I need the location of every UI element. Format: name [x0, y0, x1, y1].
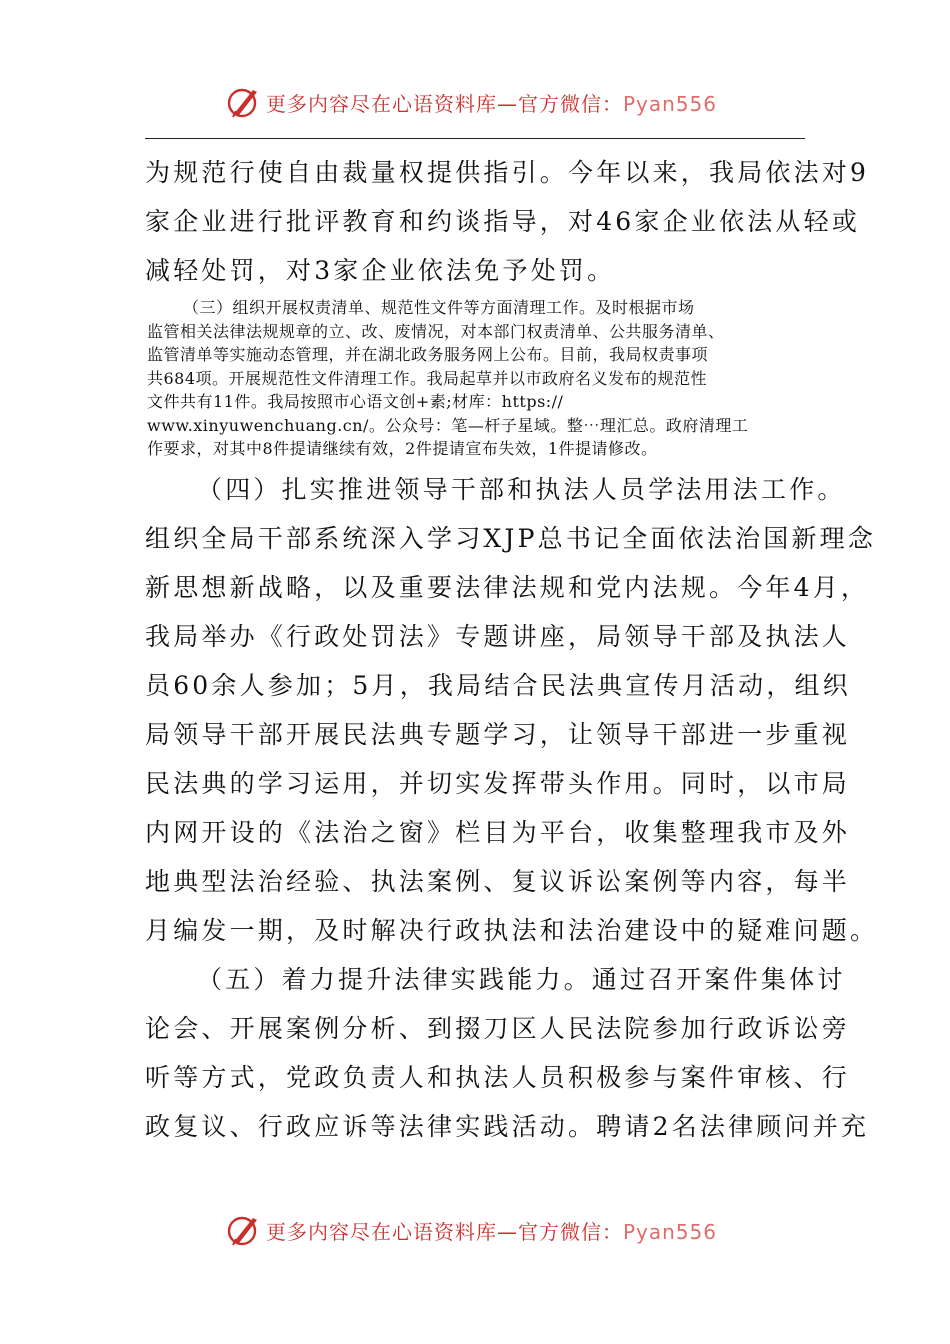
banner-contact: Pyan556: [623, 1220, 718, 1244]
text-line: 我局举办《行政处罚法》专题讲座，局领导干部及执法人: [145, 621, 851, 651]
header-banner: [0, 82, 950, 122]
banner-contact: Pyan556: [623, 92, 718, 116]
section-heading: （四）扎实推进领导干部和执法人员学法用法工作。: [197, 474, 846, 504]
text-line: 减轻处罚，对3家企业依法免予处罚。: [145, 256, 616, 285]
text-line: 月编发一期，及时解决行政执法和法治建设中的疑难问题。: [145, 915, 879, 945]
quill-logo-icon: [226, 84, 262, 120]
paragraph-section-4: [145, 465, 879, 955]
document-body: [145, 148, 879, 1151]
footer-banner: [0, 1210, 950, 1250]
text-line: 监管相关法律法规规章的立、改、废情况，对本部门权责清单、公共服务清单、: [147, 321, 725, 341]
text-line: www.xinyuwenchuang.cn/。公众号：笔—杆子星域。整⋯理汇总。政府清理工: [147, 415, 749, 435]
header-divider: [145, 138, 805, 139]
text-line: （三）组织开展权责清单、规范性文件等方面清理工作。及时根据市场: [183, 298, 695, 317]
text-line: 听等方式，党政负责人和执法人员积极参与案件审核、行: [145, 1062, 851, 1092]
text-line: 共684项。开展规范性文件清理工作。我局起草并以市政府名义发布的规范性: [147, 368, 708, 388]
text-line: 地典型法治经验、执法案例、复议诉讼案例等内容，每半: [145, 866, 851, 896]
paragraph-section-3: [145, 296, 813, 461]
banner-text: 更多内容尽在心语资料库—官方微信：Pyan556: [266, 92, 718, 116]
text-line: 论会、开展案例分析、到掇刀区人民法院参加行政诉讼旁: [145, 1013, 851, 1043]
text-line: 作要求，对其中8件提请继续有效，2件提请宣布失效，1件提请修改。: [147, 439, 658, 458]
quill-logo-icon: [226, 1212, 262, 1248]
text-line: 新思想新战略，以及重要法律法规和党内法规。今年4月，: [145, 572, 870, 602]
text-line: 政复议、行政应诉等法律实践活动。聘请2名法律顾问并充: [145, 1111, 870, 1141]
text-line: 文件共有11件。我局按照市心语文创+素;材库：https://: [147, 392, 564, 411]
text-line: 内网开设的《法治之窗》栏目为平台，收集整理我市及外: [145, 817, 851, 847]
text-line: 局领导干部开展民法典专题学习，让领导干部进一步重视: [145, 719, 851, 749]
section-heading: （五）着力提升法律实践能力。通过召开案件集体讨: [197, 964, 846, 994]
text-line: 家企业进行批评教育和约谈指导，对46家企业依法从轻或: [145, 207, 861, 236]
text-line: 民法典的学习运用，并切实发挥带头作用。同时，以市局: [145, 768, 851, 798]
banner-text: 更多内容尽在心语资料库—官方微信：Pyan556: [266, 1220, 718, 1244]
text-line: 组织全局干部系统深入学习XJP总书记全面依法治国新理念: [145, 523, 877, 553]
paragraph-section-5: [145, 955, 870, 1151]
paragraph-continued: [145, 148, 870, 295]
text-line: 监管清单等实施动态管理，并在湖北政务服务网上公布。目前，我局权责事项: [147, 345, 709, 364]
text-line: 员60余人参加；5月，我局结合民法典宣传月活动，组织: [145, 670, 851, 700]
text-line: 为规范行使自由裁量权提供指引。今年以来，我局依法对9: [145, 158, 870, 187]
